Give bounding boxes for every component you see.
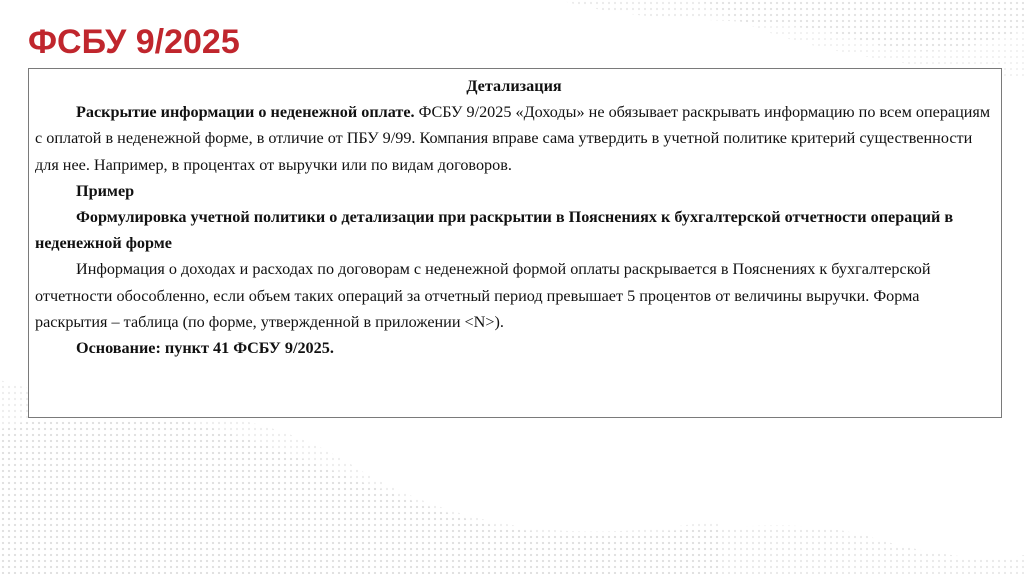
disclosure-text: ФСБУ 9/2025 «Доходы» не обязывает раскрывать информацию по всем операциям с оплатой в неденежной форме, в отличие от ПБУ 9/99. Компания вправе сама утвердить в учетной политике критерий существенности для нее. Например, в процентах от выручки или по видам договоров. [35,103,991,174]
disclosure-lead: Раскрытие информации о неденежной оплате. [76,103,415,122]
box-heading: Детализация [466,77,562,95]
basis-text: Основание: пункт 41 ФСБУ 9/2025. [76,339,334,358]
disclosure-paragraph [35,99,993,178]
slide-title: ФСБУ 9/2025 [28,23,240,61]
content-box [28,68,1002,418]
policy-heading: Формулировка учетной политики о детализации при раскрытии в Пояснениях к бухгалтерской отчетности операций в неденежной форме [35,208,954,253]
example-label: Пример [76,181,135,200]
policy-text: Информация о доходах и расходах по договорам с неденежной формой оплаты раскрывается в Пояснениях к бухгалтерской отчетности обособленно, если объем таких операций за отчетный период превышает 5 процентов от величины выручки. Форма раскрытия – таблица (по форме, утвержденной в приложении <N>). [35,260,931,331]
